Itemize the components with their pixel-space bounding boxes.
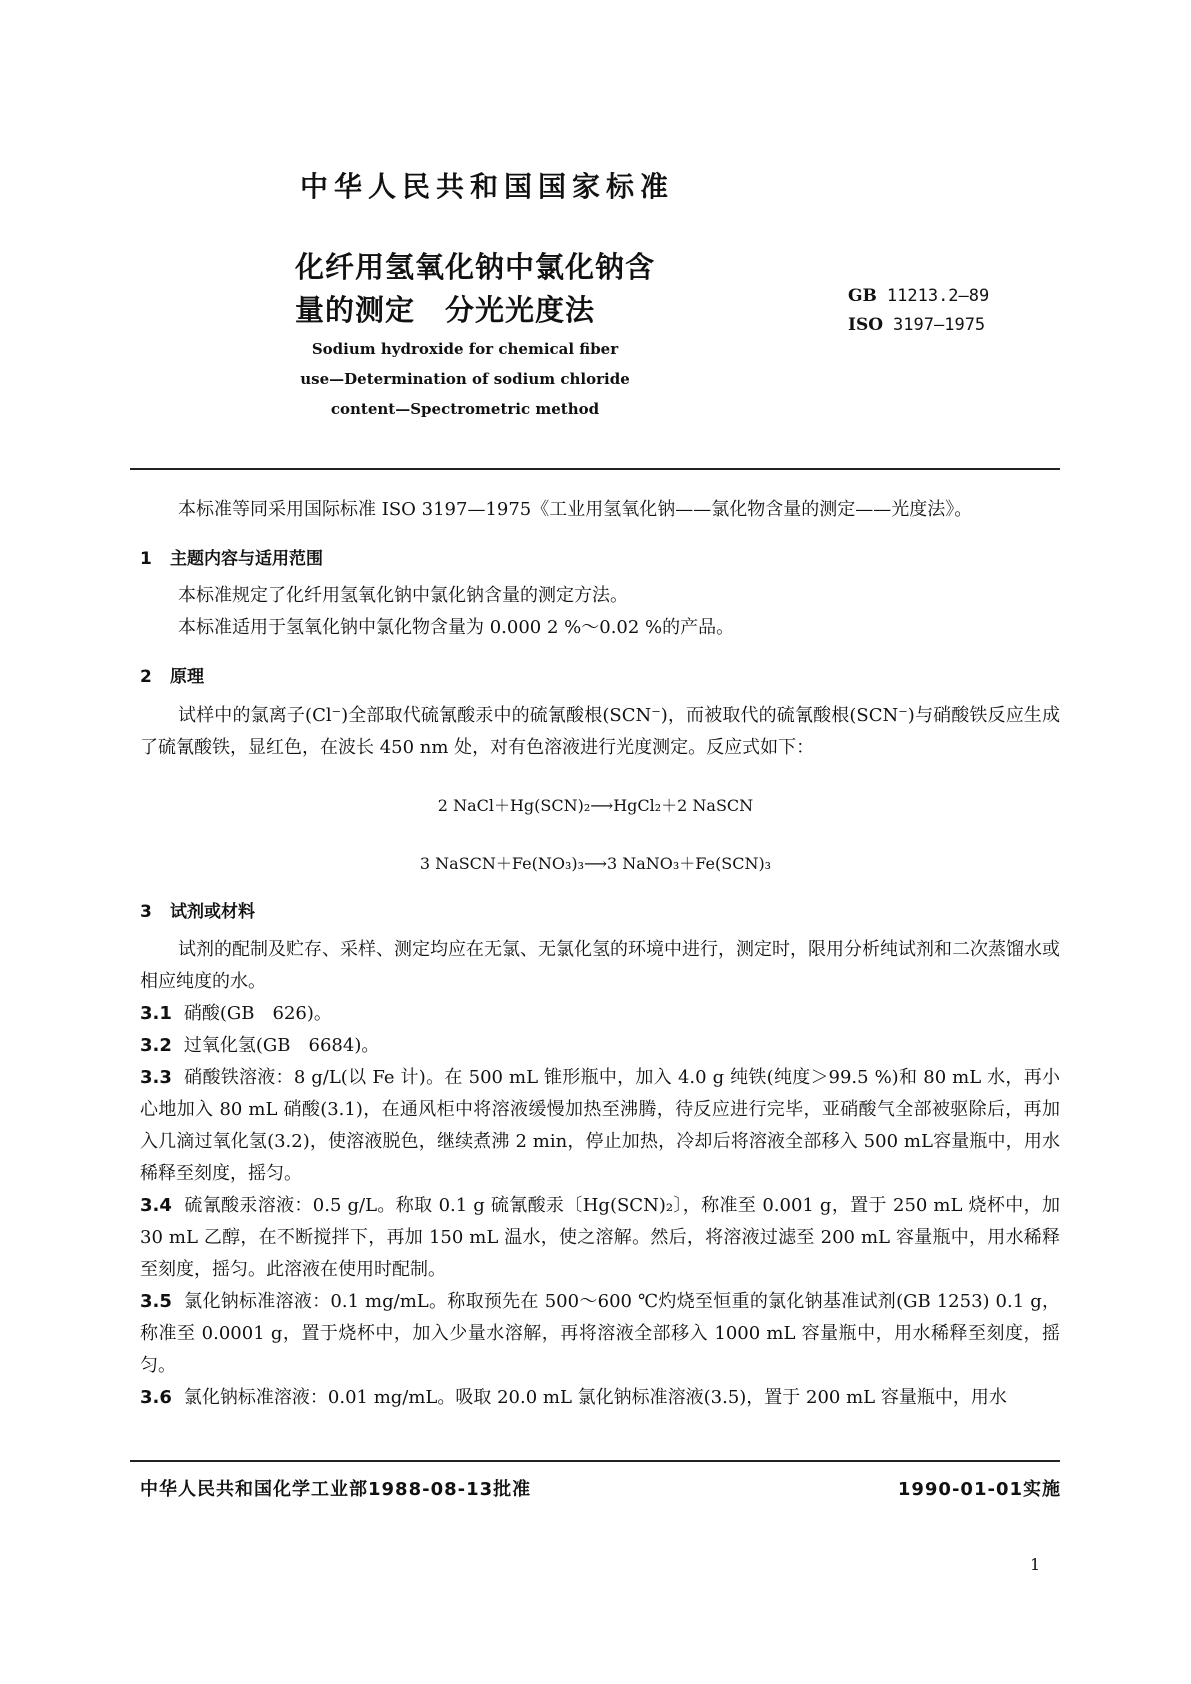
english-title-line-1: Sodium hydroxide for chemical fiber	[311, 340, 619, 358]
english-title-line-2: use—Determination of sodium chloride	[300, 370, 630, 388]
section-1-paragraph-1: 本标准规定了化纤用氢氧化钠中氯化钠含量的测定方法。	[178, 585, 628, 606]
clause-3-1-number: 3.1	[140, 1003, 172, 1024]
clause-3-3-number: 3.3	[140, 1067, 172, 1088]
clause-3-5	[140, 1286, 1060, 1382]
clause-3-2-text: 过氧化氢(GB 6684)。	[183, 1035, 380, 1056]
approval-statement: 中华人民共和国化学工业部1988-08-13批准	[140, 1479, 532, 1500]
section-2-paragraph-1: 试样中的氯离子(Cl⁻)全部取代硫氰酸汞中的硫氰酸根(SCN⁻)，而被取代的硫氰酸根(SCN⁻)与硝酸铁反应生成了硫氰酸铁，显红色，在波长 450 nm 处，对有色溶液进行光度测定。反应式如下：	[140, 705, 1060, 758]
section-2-heading	[140, 662, 204, 687]
clause-3-3-text: 硝酸铁溶液：8 g/L(以 Fe 计)。在 500 mL 锥形瓶中，加入 4.0 g 纯铁(纯度＞99.5 %)和 80 mL 水，再小心地加入 80 mL 硝酸(3.1)，在通风柜中将溶液缓慢加热至沸腾，待反应进行完毕，亚硝酸气全部被驱除后，再加入几滴过氧化氢(3.2)，使溶液脱色，继续煮沸 2 min，停止加热，冷却后将溶液全部移入 500 mL容量瓶中，用水稀释至刻度，摇匀。	[140, 1067, 1060, 1184]
iso-standard-code	[848, 315, 985, 335]
footer-divider	[130, 1460, 1060, 1462]
clause-3-1-text: 硝酸(GB 626)。	[183, 1003, 332, 1024]
document-title-line-1: 化纤用氢氧化钠中氯化钠含	[295, 250, 656, 284]
reaction-equation-1: 2 NaCl＋Hg(SCN)₂⟶HgCl₂＋2 NaSCN	[437, 796, 754, 815]
header-divider	[130, 468, 1060, 470]
national-standard-heading: 中华人民共和国国家标准	[300, 170, 675, 203]
section-2-number: 2	[140, 667, 152, 687]
iso-label: ISO	[848, 315, 884, 335]
clause-3-4-number: 3.4	[140, 1195, 172, 1216]
clause-3-6-text: 氯化钠标准溶液：0.01 mg/mL。吸取 20.0 mL 氯化钠标准溶液(3.5)，置于 200 mL 容量瓶中，用水	[183, 1387, 1007, 1408]
section-2-title: 原理	[170, 667, 204, 687]
gb-label: GB	[848, 286, 877, 306]
clause-3-6-number: 3.6	[140, 1387, 172, 1408]
iso-number: 3197—1975	[893, 315, 986, 335]
intro-paragraph: 本标准等同采用国际标准 ISO 3197—1975《工业用氢氧化钠——氯化物含量的测定——光度法》。	[178, 499, 973, 520]
clause-3-4-text: 硫氰酸汞溶液：0.5 g/L。称取 0.1 g 硫氰酸汞〔Hg(SCN)₂〕，称准至 0.001 g，置于 250 mL 烧杯中，加 30 mL 乙醇，在不断搅拌下，再加 150 mL 温水，使之溶解。然后，将溶液过滤至 200 mL 容量瓶中，用水稀释至刻度，摇匀。此溶液在使用时配制。	[140, 1195, 1060, 1280]
clause-3-2	[140, 1030, 1060, 1062]
section-3-title: 试剂或材料	[170, 902, 255, 922]
section-3-heading	[140, 897, 255, 922]
page-number: 1	[1030, 1555, 1041, 1574]
reaction-equation-2: 3 NaSCN＋Fe(NO₃)₃⟶3 NaNO₃＋Fe(SCN)₃	[419, 854, 772, 873]
clause-3-5-number: 3.5	[140, 1291, 172, 1312]
section-3-paragraph-1: 试剂的配制及贮存、采样、测定均应在无氯、无氯化氢的环境中进行，测定时，限用分析纯试剂和二次蒸馏水或相应纯度的水。	[140, 939, 1060, 992]
effective-date: 1990-01-01实施	[897, 1479, 1061, 1500]
document-title-line-2: 量的测定 分光光度法	[295, 293, 596, 327]
section-1-heading	[140, 544, 323, 569]
clause-3-5-text: 氯化钠标准溶液：0.1 mg/mL。称取预先在 500～600 ℃灼烧至恒重的氯化钠基准试剂(GB 1253) 0.1 g，称准至 0.0001 g，置于烧杯中，加入少量水溶解，再将溶液全部移入 1000 mL 容量瓶中，用水稀释至刻度，摇匀。	[140, 1291, 1060, 1376]
clause-3-2-number: 3.2	[140, 1035, 172, 1056]
clause-3-6	[140, 1382, 1060, 1414]
clause-3-3	[140, 1062, 1060, 1190]
clause-3-1	[140, 998, 1060, 1030]
section-1-paragraph-2: 本标准适用于氢氧化钠中氯化物含量为 0.000 2 %～0.02 %的产品。	[178, 617, 735, 638]
section-3-number: 3	[140, 902, 152, 922]
english-title-line-3: content—Spectrometric method	[330, 400, 600, 418]
gb-standard-code	[848, 286, 989, 306]
section-1-title: 主题内容与适用范围	[170, 549, 323, 569]
clause-3-4	[140, 1190, 1060, 1286]
gb-number: 11213.2—89	[886, 286, 990, 306]
section-1-number: 1	[140, 549, 152, 569]
